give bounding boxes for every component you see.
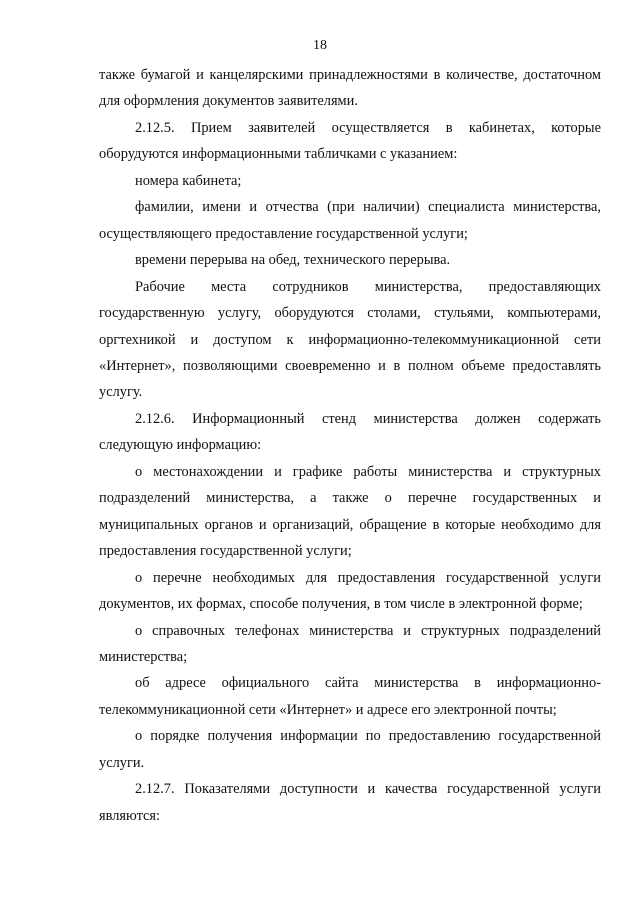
document-body [99,62,601,829]
paragraph: фамилии, имени и отчества (при наличии) специалиста министерства, осуществляющего предоставление государственной услуги; [99,199,601,242]
paragraph: о порядке получения информации по предоставлению государственной услуги. [99,728,601,771]
paragraph: 2.12.7. Показателями доступности и качества государственной услуги являются: [99,781,601,824]
paragraph: о справочных телефонах министерства и структурных подразделений министерства; [99,622,601,665]
page-number: 18 [313,38,327,53]
paragraph: номера кабинета; [135,172,242,189]
paragraph: о местонахождении и графике работы министерства и структурных подразделений министерства, а также о перечне государственных и муниципальных органов и организаций, обращение в которые необходимо для предоставления государственной услуги; [99,463,601,560]
paragraph: 2.12.6. Информационный стенд министерства должен содержать следующую информацию: [99,410,601,454]
paragraph: также бумагой и канцелярскими принадлежностями в количестве, достаточном для оформления документов заявителями. [99,67,601,110]
paragraph: Рабочие места сотрудников министерства, предоставляющих государственную услугу, оборудуются столами, стульями, компьютерами, оргтехникой и доступом к информационно-телекоммуникационной сети «Интернет», позволяющими своевременно и в полном объеме предоставлять услугу. [99,278,601,401]
paragraph: об адресе официального сайта министерства в информационно-телекоммуникационной сети «Интернет» и адресе его электронной почты; [99,675,601,718]
paragraph: о перечне необходимых для предоставления государственной услуги документов, их формах, способе получения, в том числе в электронной форме; [99,569,601,613]
paragraph: времени перерыва на обед, технического перерыва. [135,252,451,269]
paragraph: 2.12.5. Прием заявителей осуществляется в кабинетах, которые оборудуются информационными табличками с указанием: [99,119,601,163]
